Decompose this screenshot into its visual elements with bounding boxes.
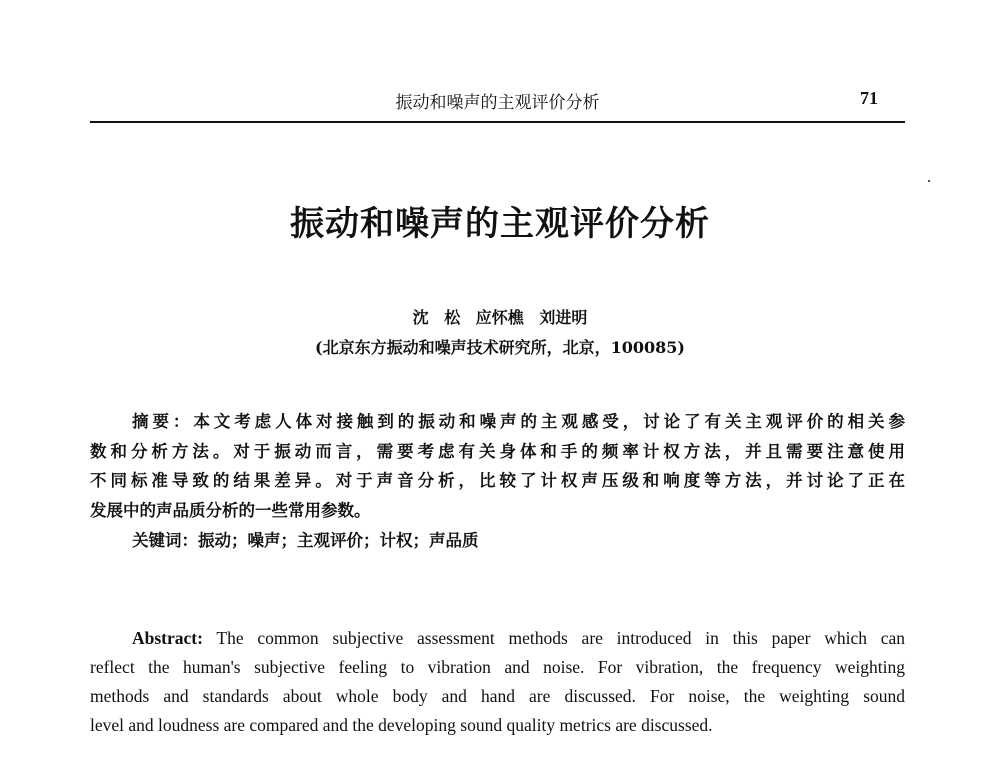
abstract-cn-label: 摘要： [132,412,194,431]
scan-speck [928,180,930,182]
abstract-cn-text: 本文考虑人体对接触到的振动和噪声的主观感受，讨论了有关主观评价的相关参 [193,412,906,431]
keywords-label: 关键词： [132,531,198,550]
abstract-cn-line: 发展中的声品质分析的一些常用参数。 [90,501,371,520]
keywords-text: 振动；噪声；主观评价；计权；声品质 [198,531,479,550]
abstract-cn-line [90,408,905,432]
abstract-en-line: reflect the human's subjective feeling to vibration and noise. For vibration, the frequency weighting [90,657,905,677]
abstract-en-line: level and loudness are compared and the developing sound quality metrics are discussed. [90,715,713,735]
abstract-en-line: methods and standards about whole body and hand are discussed. For noise, the weighting sound [90,686,905,706]
abstract-cn-line: 数和分析方法。对于振动而言，需要考虑有关身体和手的频率计权方法，并且需要注意使用 [90,442,905,461]
header-rule [90,121,905,123]
affiliation: (北京东方振动和噪声技术研究所，北京，100085) [315,338,685,357]
keywords-cn [90,527,905,551]
abstract-en-label: Abstract: [132,628,203,648]
abstract-cn-line: 不同标准导致的结果差异。对于声音分析，比较了计权声压级和响度等方法，并讨论了正在 [90,471,905,490]
abstract-en-line [90,628,905,649]
running-head: 振动和噪声的主观评价分析 [395,93,600,113]
authors: 沈 松 应怀樵 刘进明 [412,308,588,327]
paper-title: 振动和噪声的主观评价分析 [290,204,710,244]
page-number: 71 [860,88,878,108]
abstract-en-text: The common subjective assessment methods are introduced in this paper which can [216,628,906,648]
